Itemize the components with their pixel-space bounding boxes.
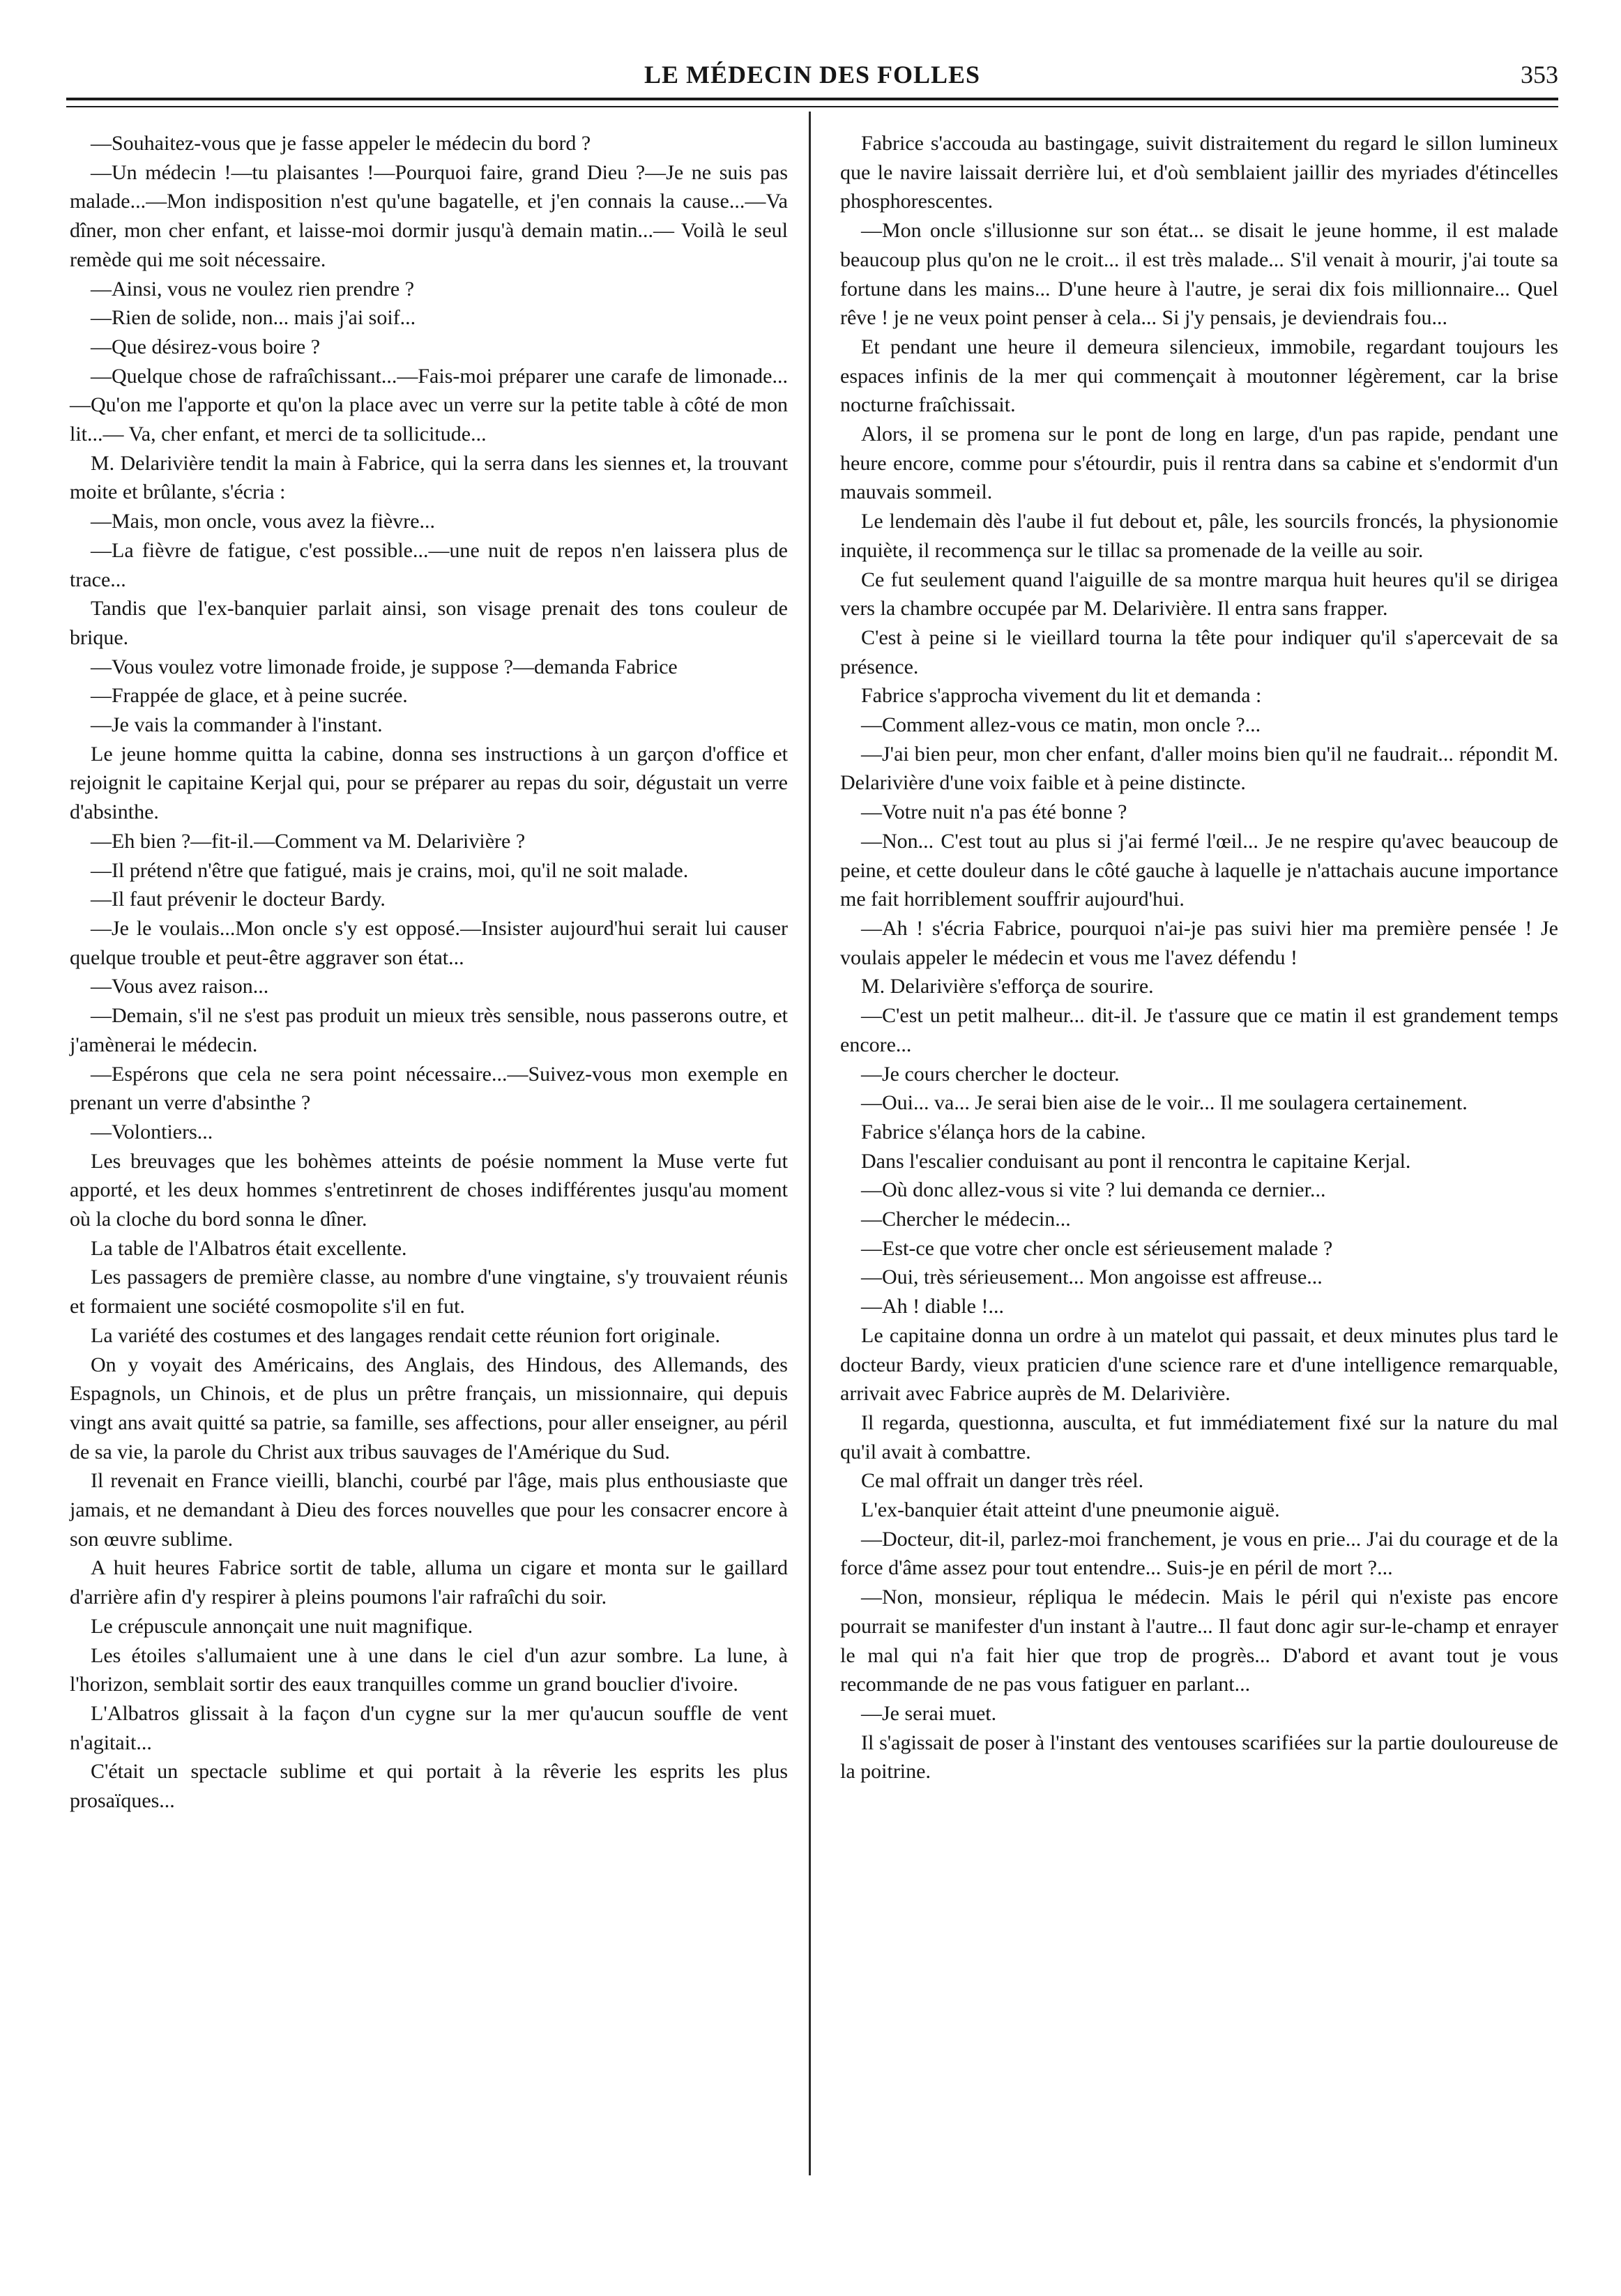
paragraph: —Demain, s'il ne s'est pas produit un mieux très sensible, nous passerons outre, et j'amènerai le médecin. xyxy=(70,1004,788,1056)
paragraph: —Il faut prévenir le docteur Bardy. xyxy=(91,888,386,911)
paragraph: Les breuvages que les bohèmes atteints de poésie nomment la Muse verte fut apporté, et les deux hommes s'entretinrent de choses indifférentes jusqu'au moment où la cloche du bord sonna le dîner. xyxy=(70,1149,788,1231)
paragraph: —Il prétend n'être que fatigué, mais je crains, moi, qu'il ne soit malade. xyxy=(91,858,689,882)
paragraph: Le jeune homme quitta la cabine, donna ses instructions à un garçon d'office et rejoignit le capitaine Kerjal qui, pour se préparer au repas du soir, dégustait un verre d'absinthe. xyxy=(70,742,788,824)
paragraph: —Votre nuit n'a pas été bonne ? xyxy=(861,800,1127,824)
paragraph: —Que désirez-vous boire ? xyxy=(91,335,321,358)
paragraph: —Je serai muet. xyxy=(861,1701,997,1725)
paragraph: —Quelque chose de rafraîchissant...—Fais-moi préparer une carafe de limonade...—Qu'on me l'apporte et qu'on la place avec un verre sur la petite table à côté de mon lit...— Va, cher enfant, et merci de ta sollicitude... xyxy=(70,364,788,446)
paragraph: Les étoiles s'allumaient une à une dans le ciel d'un azur sombre. La lune, à l'horizon, semblait sortir des eaux tranquilles comme un grand bouclier d'ivoire. xyxy=(70,1643,788,1696)
running-title: LE MÉDECIN DES FOLLES xyxy=(644,61,981,89)
paragraph: —J'ai bien peur, mon cher enfant, d'aller moins bien qu'il ne faudrait... répondit M. Delarivière d'une voix faible et à peine distincte. xyxy=(840,742,1558,795)
paragraph: Alors, il se promena sur le pont de long en large, d'un pas rapide, pendant une heure encore, comme pour s'étourdir, puis il rentra dans sa cabine et s'endormit d'un mauvais sommeil. xyxy=(840,423,1558,504)
paragraph: —Où donc allez-vous si vite ? lui demanda ce dernier... xyxy=(861,1178,1326,1202)
paragraph: Il s'agissait de poser à l'instant des ventouses scarifiées sur la partie douloureuse de la poitrine. xyxy=(840,1731,1558,1784)
paragraph: —Rien de solide, non... mais j'ai soif... xyxy=(91,306,416,330)
paragraph: —Un médecin !—tu plaisantes !—Pourquoi faire, grand Dieu ?—Je ne suis pas malade...—Mon indisposition n'est qu'une bagatelle, et j'en connais la cause...—Va dîner, mon cher enfant, et laisse-moi dormir jusqu'à demain matin...— Voilà le seul remède qui me soit nécessaire. xyxy=(70,160,788,271)
paragraph: Ce mal offrait un danger très réel. xyxy=(861,1469,1144,1493)
paragraph: —Ah ! diable !... xyxy=(861,1295,1004,1318)
paragraph: —Est-ce que votre cher oncle est sérieusement malade ? xyxy=(861,1236,1333,1260)
paragraph: C'était un spectacle sublime et qui portait à la rêverie les esprits les plus prosaïques... xyxy=(70,1760,788,1813)
paragraph: —Mon oncle s'illusionne sur son état... se disait le jeune homme, il est malade beaucoup plus qu'on ne le croit... il est très malade... S'il venait à mourir, j'ai toute sa fortune dans les mains... D'une heure à l'autre, je serai dix fois millionnaire... Quel rêve ! je ne veux point penser à cela... Si j'y pensais, je deviendrais fou... xyxy=(840,219,1558,330)
paragraph: —Oui, très sérieusement... Mon angoisse est affreuse... xyxy=(861,1265,1323,1289)
paragraph: —Vous voulez votre limonade froide, je suppose ?—demanda Fabrice xyxy=(91,655,678,678)
paragraph: —Non... C'est tout au plus si j'ai fermé l'œil... Je ne respire qu'avec beaucoup de peine, et cette douleur dans le côté gauche à laquelle je n'attachais aucune importance me fait horriblement souffrir aujourd'hui. xyxy=(840,829,1558,911)
paragraph: Ce fut seulement quand l'aiguille de sa montre marqua huit heures qu'il se dirigea vers la chambre occupée par M. Delarivière. Il entra sans frapper. xyxy=(840,568,1558,621)
column-divider xyxy=(809,112,811,2175)
paragraph: L'ex-banquier était atteint d'une pneumonie aiguë. xyxy=(861,1498,1280,1522)
paragraph: Le crépuscule annonçait une nuit magnifique. xyxy=(91,1614,473,1638)
paragraph: Fabrice s'accouda au bastingage, suivit distraitement du regard le sillon lumineux que le navire laissait derrière lui, et d'où semblaient jaillir des myriades d'étincelles phosphorescentes. xyxy=(840,132,1558,213)
paragraph: —Comment allez-vous ce matin, mon oncle ?... xyxy=(861,713,1261,737)
paragraph: —Docteur, dit-il, parlez-moi franchement, je vous en prie... J'ai du courage et de la force d'âme assez pour tout entendre... Suis-je en péril de mort ?... xyxy=(840,1527,1558,1580)
paragraph: —C'est un petit malheur... dit-il. Je t'assure que ce matin il est grandement temps encore... xyxy=(840,1004,1558,1056)
paragraph: Il regarda, questionna, ausculta, et fut immédiatement fixé sur la nature du mal qu'il avait à combattre. xyxy=(840,1411,1558,1463)
paragraph: Tandis que l'ex-banquier parlait ainsi, son visage prenait des tons couleur de brique. xyxy=(70,597,788,649)
paragraph: —Mais, mon oncle, vous avez la fièvre... xyxy=(91,510,436,533)
paragraph: —Vous avez raison... xyxy=(91,975,269,998)
paragraph: —Je le voulais...Mon oncle s'y est opposé.—Insister aujourd'hui serait lui causer quelque trouble et peut-être aggraver son état... xyxy=(70,916,788,969)
paragraph: —Oui... va... Je serai bien aise de le voir... Il me soulagera certainement. xyxy=(861,1091,1468,1115)
paragraph: M. Delarivière tendit la main à Fabrice, qui la serra dans les siennes et, la trouvant moite et brûlante, s'écria : xyxy=(70,451,788,504)
paragraph: Fabrice s'élança hors de la cabine. xyxy=(861,1120,1146,1143)
paragraph: Dans l'escalier conduisant au pont il rencontra le capitaine Kerjal. xyxy=(861,1149,1411,1173)
paragraph: Le lendemain dès l'aube il fut debout et, pâle, les sourcils froncés, la physionomie inquiète, il recommença sur le tillac sa promenade de la veille au soir. xyxy=(840,510,1558,562)
paragraph: —La fièvre de fatigue, c'est possible...—une nuit de repos n'en laissera plus de trace... xyxy=(70,538,788,591)
paragraph: On y voyait des Américains, des Anglais, des Hindous, des Allemands, des Espagnols, un Chinois, et de plus un prêtre français, un missionnaire, qui depuis vingt ans avait quitté sa patrie, sa famille, ses affections, pour aller enseigner, au péril de sa vie, la parole du Christ aux tribus sauvages de l'Amérique du Sud. xyxy=(70,1353,788,1463)
paragraph: —Souhaitez-vous que je fasse appeler le médecin du bord ? xyxy=(91,132,591,155)
paragraph: Il revenait en France vieilli, blanchi, courbé par l'âge, mais plus enthousiaste que jamais, et ne demandant à Dieu des forces nouvelles que pour les consacrer encore à son œuvre sublime. xyxy=(70,1469,788,1551)
paragraph: A huit heures Fabrice sortit de table, alluma un cigare et monta sur le gaillard d'arrière afin d'y respirer à pleins poumons l'air rafraîchi du soir. xyxy=(70,1556,788,1609)
paragraph: —Ah ! s'écria Fabrice, pourquoi n'ai-je pas suivi hier ma première pensée ! Je voulais appeler le médecin et vous me l'avez défendu ! xyxy=(840,916,1558,969)
header-double-rule xyxy=(66,98,1558,107)
page-number: 353 xyxy=(1521,61,1558,89)
paragraph: —Espérons que cela ne sera point nécessaire...—Suivez-vous mon exemple en prenant un verre d'absinthe ? xyxy=(70,1062,788,1115)
paragraph: —Eh bien ?—fit-il.—Comment va M. Delarivière ? xyxy=(91,829,526,853)
paragraph: La table de l'Albatros était excellente. xyxy=(91,1236,407,1260)
paragraph: L'Albatros glissait à la façon d'un cygne sur la mer qu'aucun souffle de vent n'agitait... xyxy=(70,1701,788,1754)
paragraph: Le capitaine donna un ordre à un matelot qui passait, et deux minutes plus tard le docteur Bardy, vieux praticien d'une science rare et d'une intelligence remarquable, arrivait avec Fabrice auprès de M. Delarivière. xyxy=(840,1323,1558,1406)
paragraph: La variété des costumes et des langages rendait cette réunion fort originale. xyxy=(91,1323,720,1347)
paragraph: —Je cours chercher le docteur. xyxy=(861,1062,1120,1086)
paragraph: —Ainsi, vous ne voulez rien prendre ? xyxy=(91,277,415,301)
paragraph: Les passagers de première classe, au nombre d'une vingtaine, s'y trouvaient réunis et formaient une société cosmopolite s'il en fut. xyxy=(70,1265,788,1318)
left-column xyxy=(70,129,788,1816)
paragraph: —Frappée de glace, et à peine sucrée. xyxy=(91,684,408,708)
paragraph: —Volontiers... xyxy=(91,1120,213,1143)
running-header xyxy=(66,56,1558,95)
paragraph: Et pendant une heure il demeura silencieux, immobile, regardant toujours les espaces infinis de la mer qui commençait à moutonner légèrement, car la brise nocturne fraîchissait. xyxy=(840,335,1558,417)
paragraph: C'est à peine si le vieillard tourna la tête pour indiquer qu'il s'apercevait de sa présence. xyxy=(840,625,1558,678)
paragraph: —Chercher le médecin... xyxy=(861,1208,1071,1231)
paragraph: —Je vais la commander à l'instant. xyxy=(91,713,383,737)
paragraph: —Non, monsieur, répliqua le médecin. Mais le péril qui n'existe pas encore pourrait se manifester d'un instant à l'autre... Il faut donc agir sur-le-champ et enrayer le mal qui n'a fait hier que trop de progrès... D'abord et avant tout je vous recommande de ne pas vous fatiguer en parlant... xyxy=(840,1586,1558,1696)
paragraph: Fabrice s'approcha vivement du lit et demanda : xyxy=(861,684,1262,708)
paragraph: M. Delarivière s'efforça de sourire. xyxy=(861,975,1154,998)
right-column xyxy=(840,129,1558,1786)
